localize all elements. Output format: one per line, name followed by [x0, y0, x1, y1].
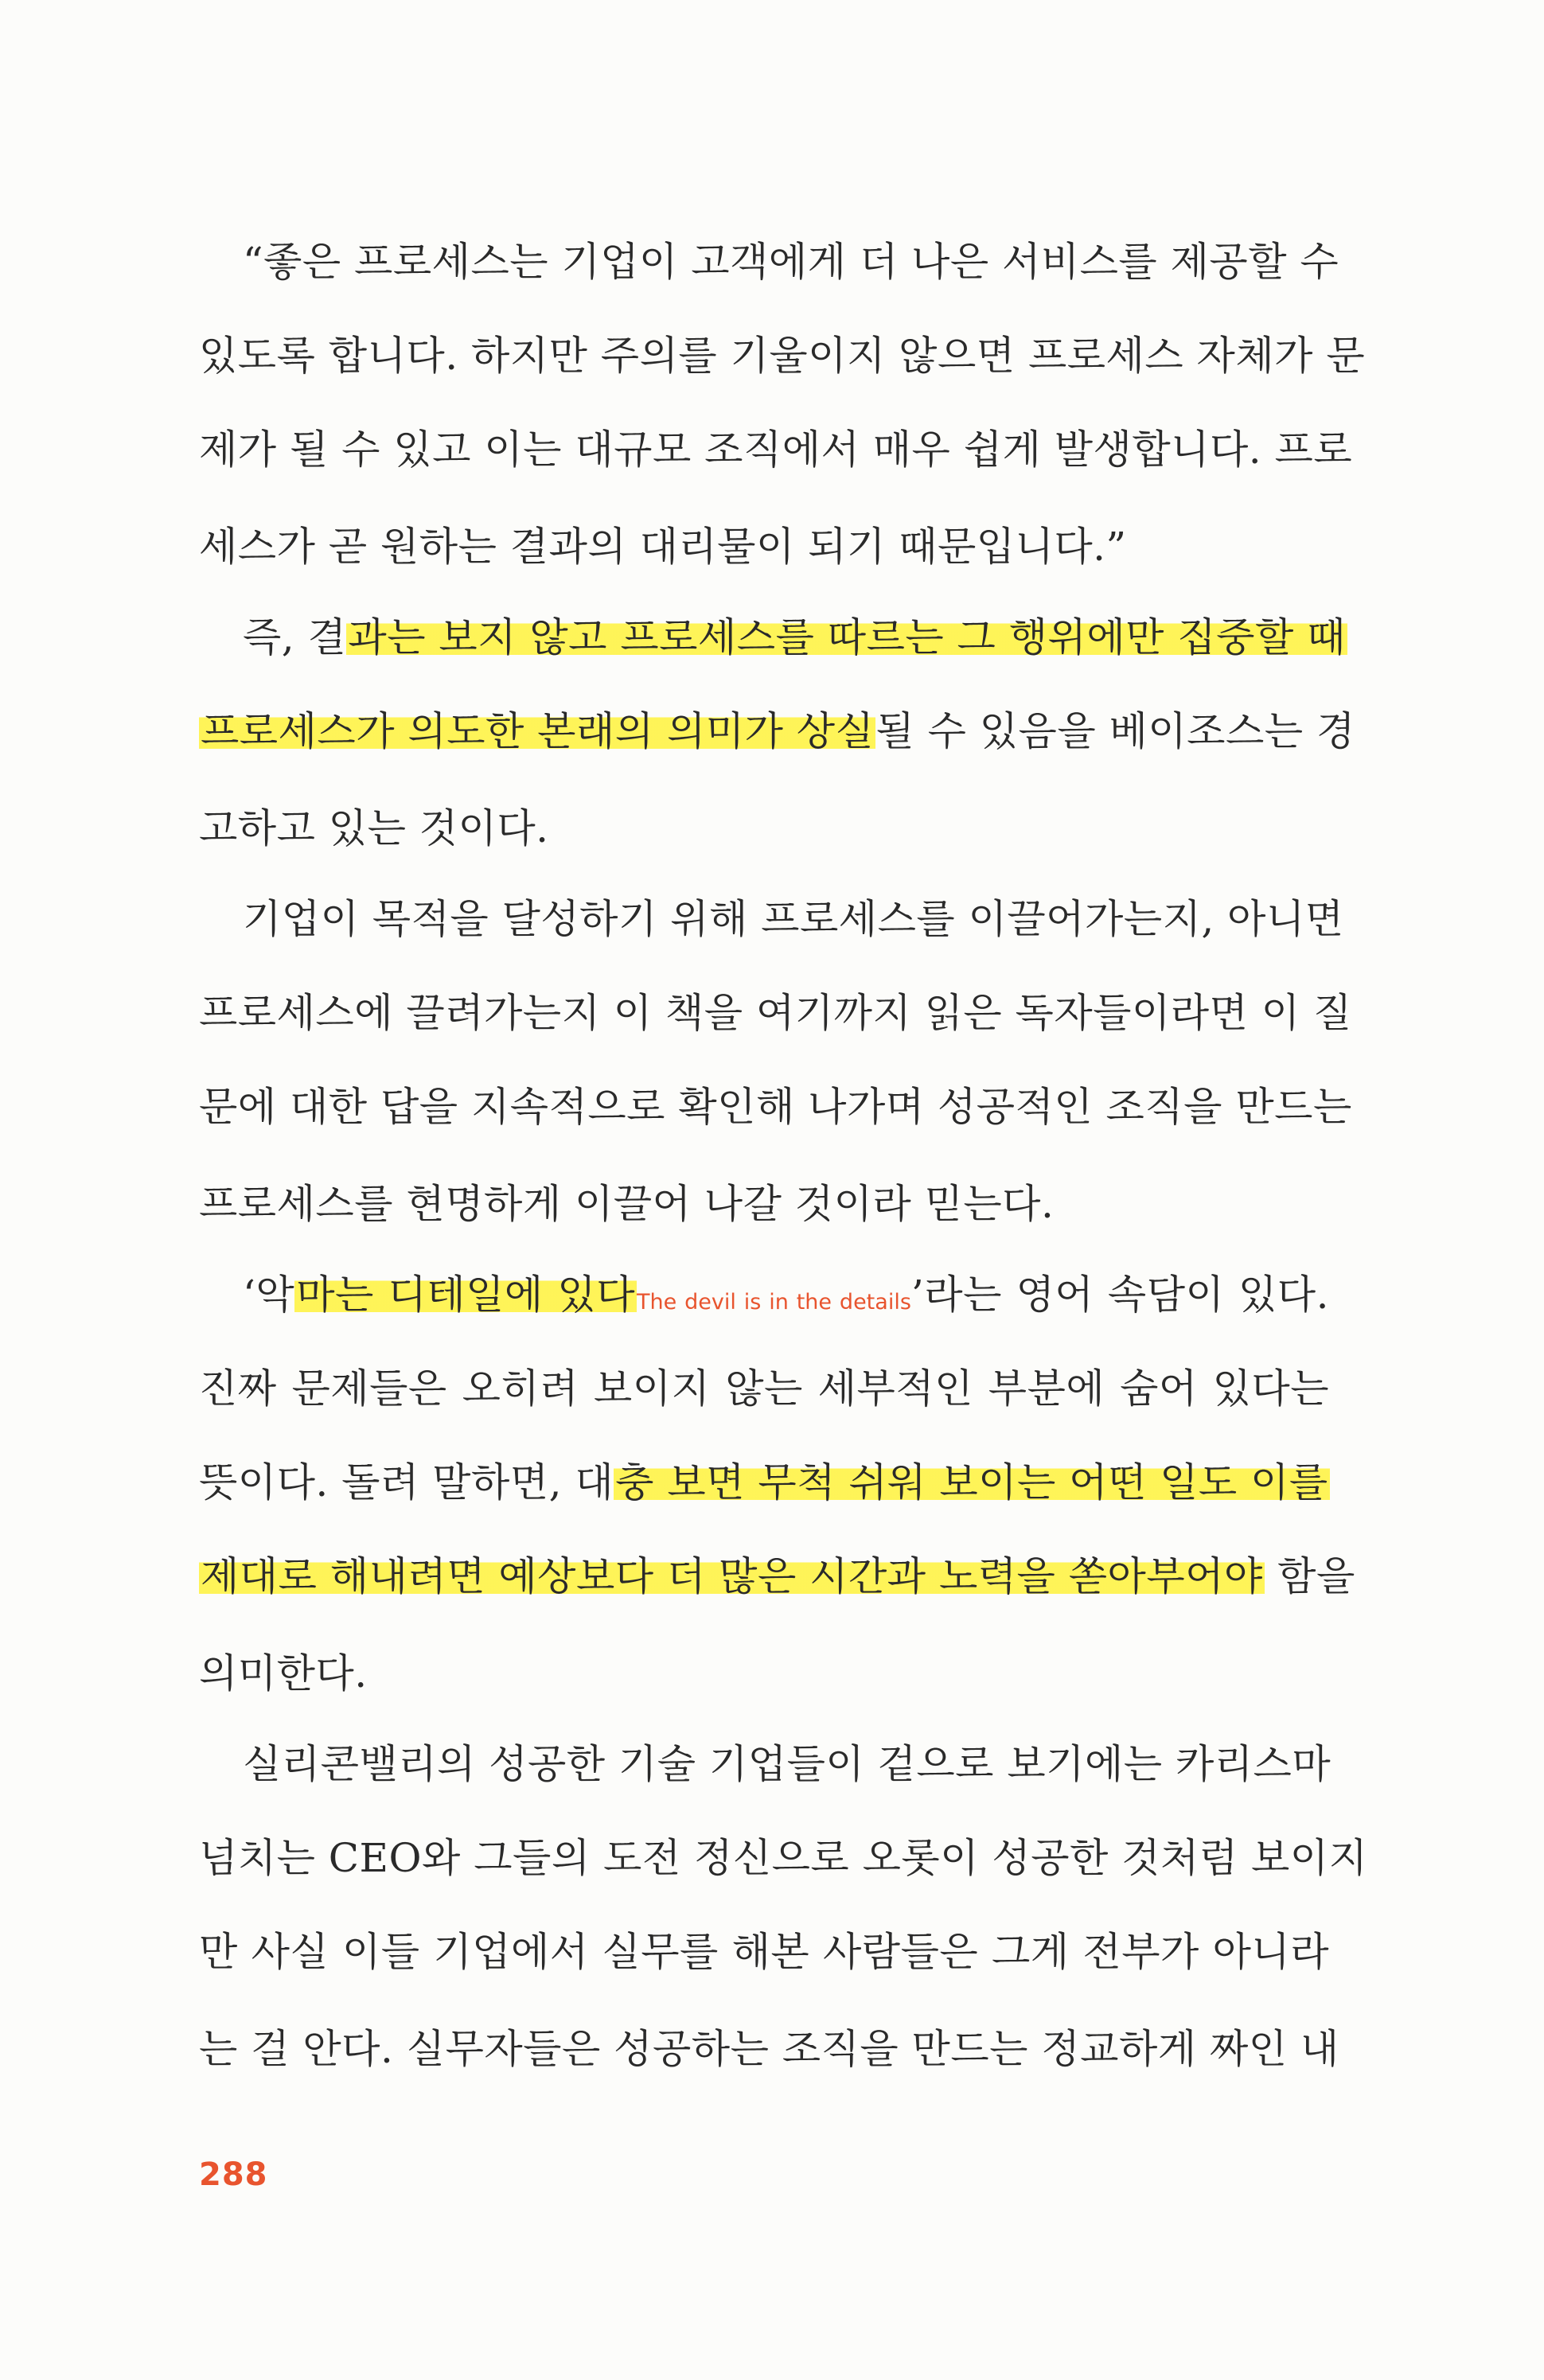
text-line [199, 1529, 1355, 1623]
text-line [199, 403, 1353, 497]
text-span: “좋은 프로세스는 기업이 고객에게 더 나은 서비스를 제공할 수 [243, 239, 1339, 285]
text-line [199, 309, 1366, 403]
text-line [199, 1342, 1329, 1435]
text-span: 즉, 결 [243, 614, 347, 660]
text-line [199, 1154, 1329, 1248]
text-line [199, 1623, 1329, 1717]
text-span: 만 사실 이들 기업에서 실무를 해본 사람들은 그게 전부가 아니라 [199, 1929, 1329, 1975]
body-text [199, 215, 1368, 2093]
paragraph [199, 215, 1366, 590]
highlighted-text: 프로세스가 의도한 본래의 의미가 상실 [201, 708, 875, 754]
text-span: 넘치는 CEO와 그들의 도전 정신으로 오롯이 성공한 것처럼 보이지 [199, 1835, 1368, 1881]
text-line [199, 966, 1352, 1060]
text-span: 고하고 있는 것이다. [199, 805, 549, 851]
highlighted-text: 마는 디테일에 있다 [296, 1272, 636, 1318]
text-span: ‘악 [243, 1272, 295, 1318]
text-span: 있도록 합니다. 하지만 주의를 기울이지 않으면 프로세스 자체가 문 [199, 333, 1366, 379]
text-line [199, 1999, 1339, 2093]
text-span: 문에 대한 답을 지속적으로 확인해 나가며 성공적인 조직을 만드는 [199, 1084, 1352, 1130]
paragraph [199, 1717, 1368, 2093]
text-line [199, 1060, 1352, 1154]
text-span: 기업이 목적을 달성하기 위해 프로세스를 이끌어가는지, 아니면 [243, 896, 1344, 942]
text-span: ’라는 영어 속담이 있다. [910, 1272, 1329, 1318]
english-gloss: The devil is in the details [637, 1290, 911, 1315]
text-span: 함을 [1264, 1553, 1355, 1599]
highlighted-text: 과는 보지 않고 프로세스를 따르는 그 행위에만 집중할 때 [348, 614, 1346, 660]
text-span: 세스가 곧 원하는 결과의 대리물이 되기 때문입니다.” [199, 524, 1127, 570]
paragraph [199, 872, 1352, 1248]
text-line [199, 1435, 1329, 1529]
text-span: 될 수 있음을 베이조스는 경 [875, 708, 1355, 754]
text-line [199, 497, 1329, 590]
text-line [199, 778, 1329, 872]
text-span: 프로세스에 끌려가는지 이 책을 여기까지 읽은 독자들이라면 이 질 [199, 990, 1352, 1036]
text-line [199, 1811, 1368, 1905]
text-line [199, 1248, 1329, 1342]
text-span: 의미한다. [199, 1650, 368, 1696]
paragraph [199, 590, 1355, 872]
text-span: 진짜 문제들은 오히려 보이지 않는 세부적인 부분에 숨어 있다는 [199, 1365, 1329, 1412]
highlighted-text: 제대로 해내려면 예상보다 더 많은 시간과 노력을 쏟아부어야 [201, 1553, 1263, 1599]
page-number: 288 [199, 2156, 268, 2193]
text-line [199, 1905, 1329, 1999]
text-span: 뜻이다. 돌려 말하면, 대 [199, 1459, 614, 1506]
text-line [199, 590, 1346, 684]
text-span: 제가 될 수 있고 이는 대규모 조직에서 매우 쉽게 발생합니다. 프로 [199, 427, 1353, 473]
text-line [199, 684, 1355, 778]
text-span: 는 걸 안다. 실무자들은 성공하는 조직을 만드는 정교하게 짜인 내 [199, 2026, 1339, 2072]
paragraph [199, 1248, 1355, 1717]
text-span: 프로세스를 현명하게 이끌어 나갈 것이라 믿는다. [199, 1181, 1055, 1227]
highlighted-text: 충 보면 무척 쉬워 보이는 어떤 일도 이를 [615, 1459, 1328, 1506]
text-line [199, 872, 1344, 966]
text-line [199, 215, 1339, 309]
text-span: 실리콘밸리의 성공한 기술 기업들이 겉으로 보기에는 카리스마 [243, 1741, 1332, 1787]
text-line [199, 1717, 1332, 1811]
